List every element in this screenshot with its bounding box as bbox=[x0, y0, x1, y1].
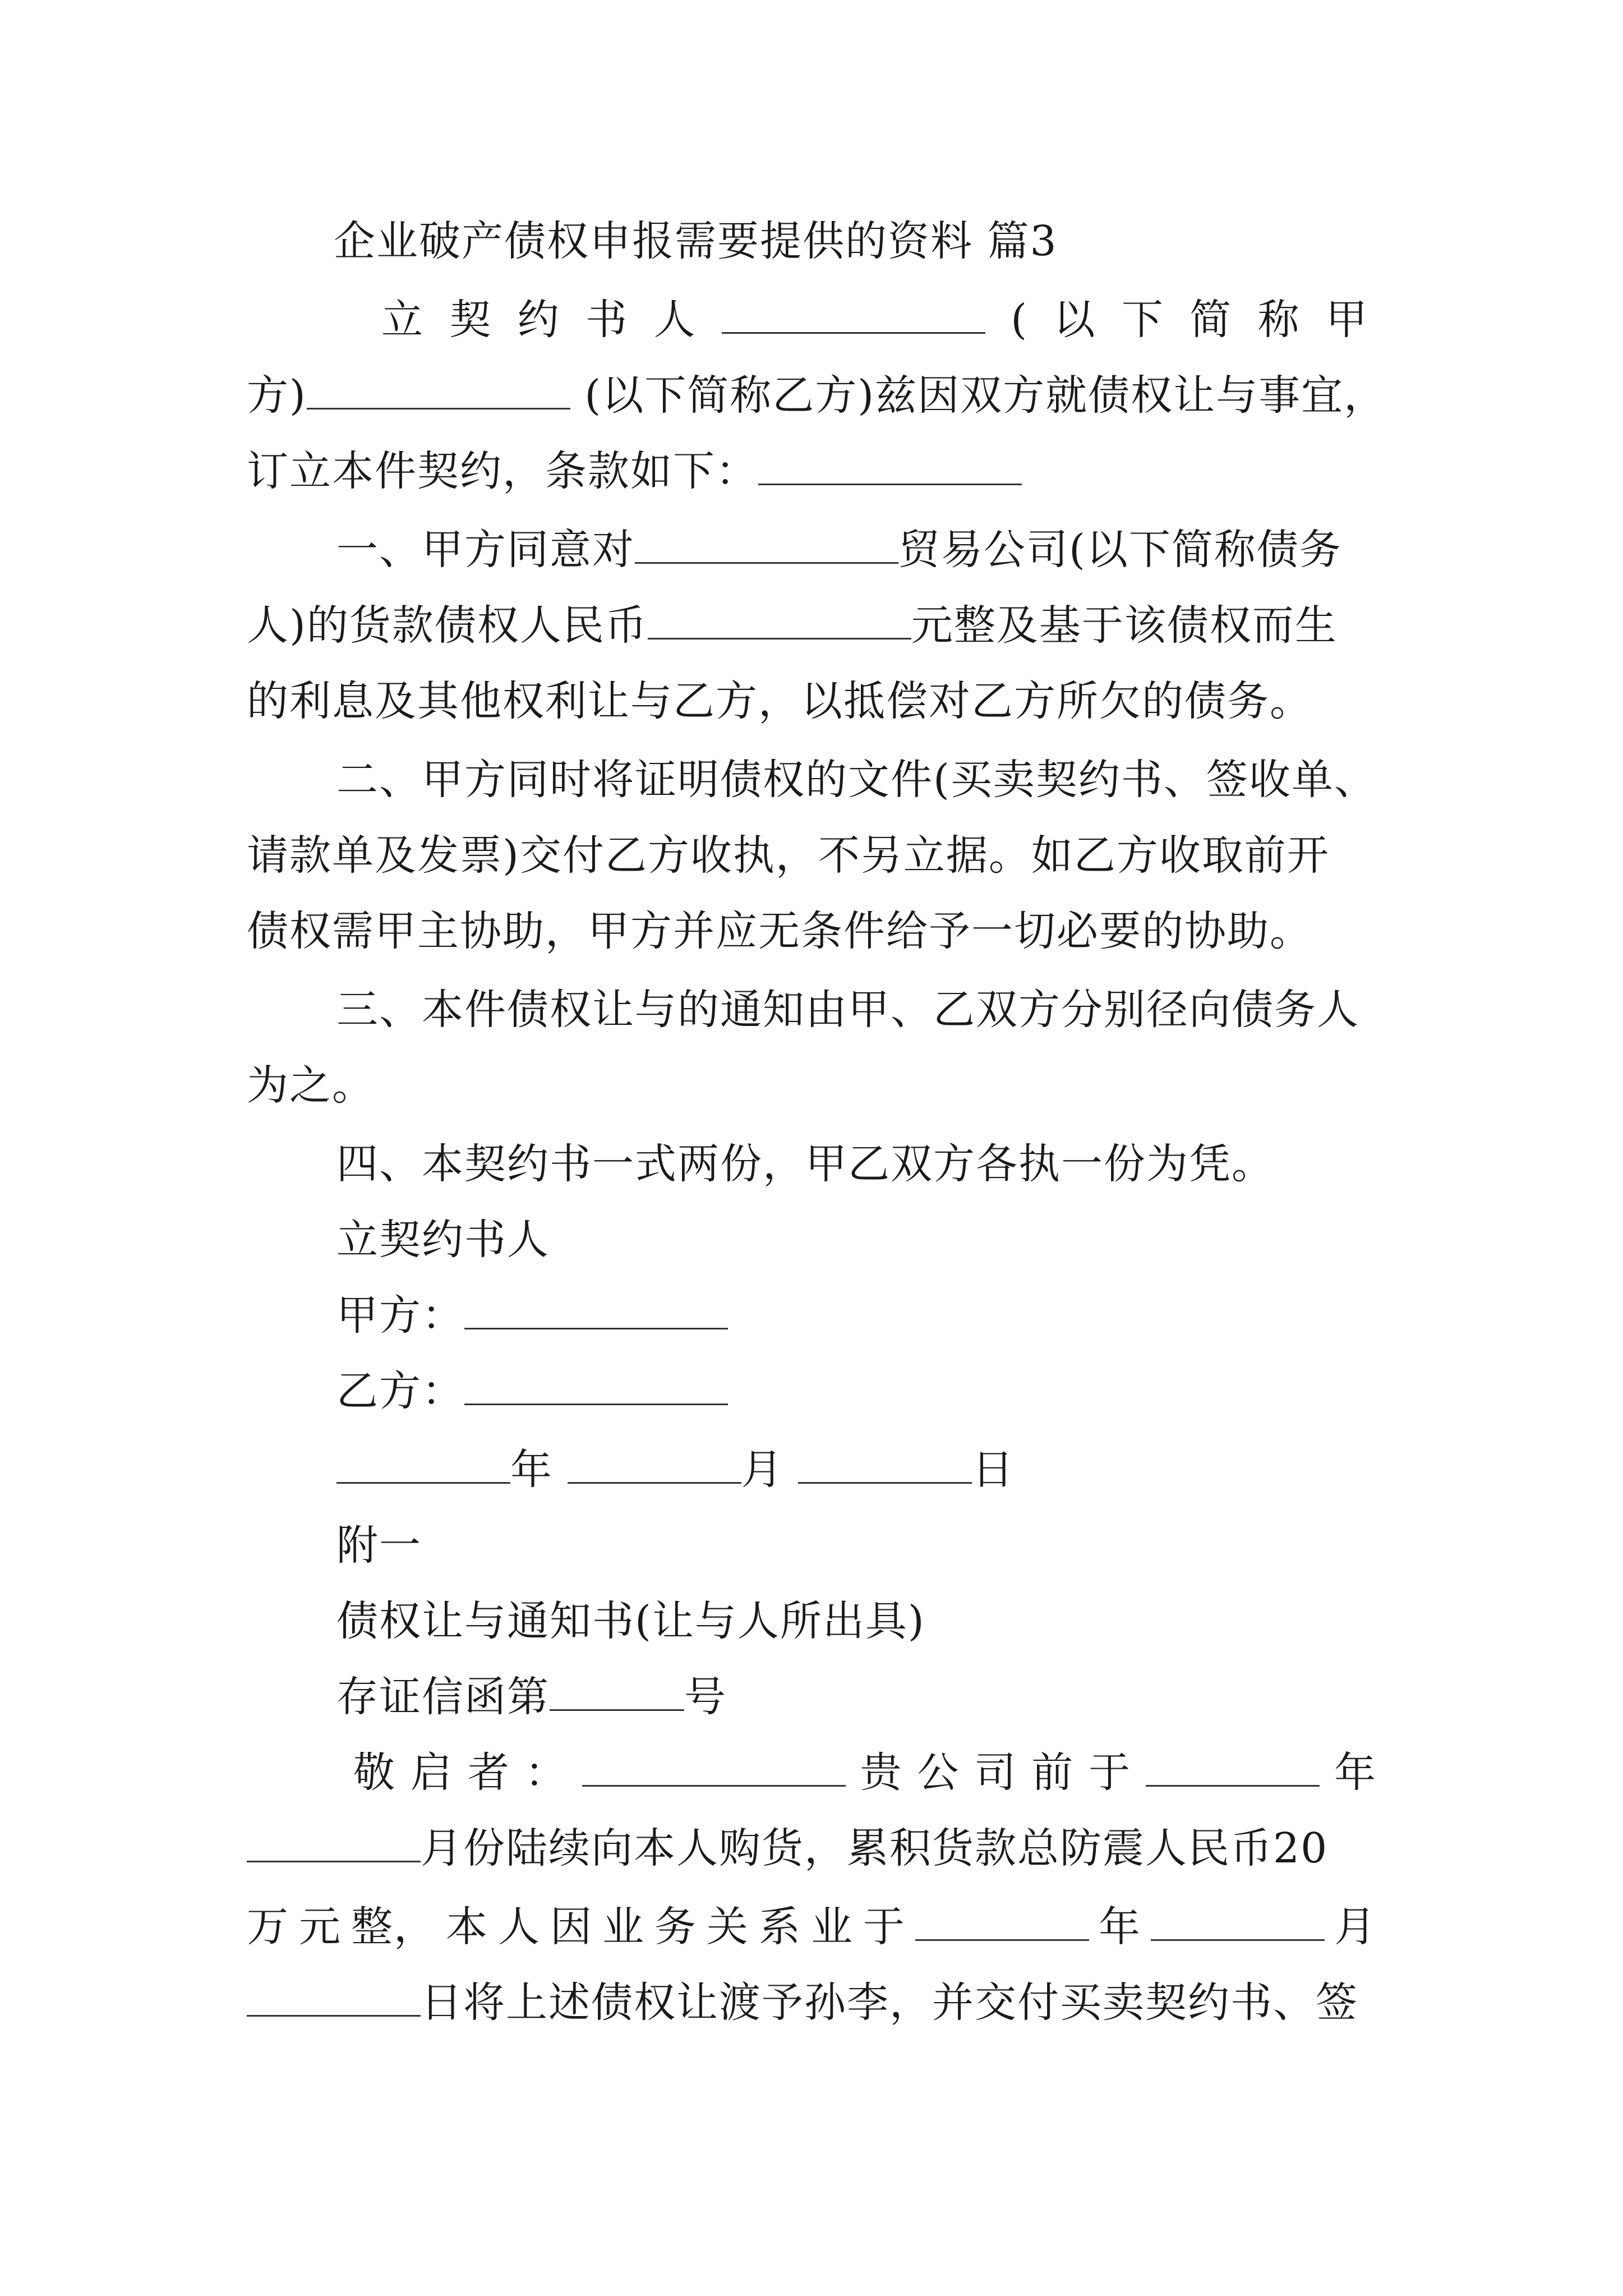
annex-reference bbox=[336, 1669, 727, 1725]
reference-suffix: 号 bbox=[684, 1673, 727, 1721]
month-blank bbox=[568, 1443, 741, 1484]
blank-field bbox=[1146, 1746, 1320, 1787]
party-b-blank bbox=[464, 1364, 728, 1405]
letter-line-4 bbox=[247, 1975, 1358, 2031]
letter-char: 敬 bbox=[353, 1749, 396, 1797]
party-b-line bbox=[336, 1363, 728, 1419]
letter-char: 于 bbox=[863, 1903, 906, 1951]
intro-char: 称 bbox=[1257, 296, 1301, 344]
clause-4: 四、本契约书一式两份，甲乙双方各执一份为凭。 bbox=[336, 1140, 1274, 1188]
blank-field bbox=[1151, 1900, 1325, 1941]
letter-text: 月份陆续向本人购货，累积货款总防震人民币20 bbox=[421, 1824, 1329, 1872]
clause-1-line-2 bbox=[247, 597, 1338, 654]
intro-line-3 bbox=[247, 443, 1022, 499]
letter-char: 元 bbox=[299, 1903, 342, 1951]
letter-char: 本 bbox=[446, 1903, 488, 1951]
letter-text: 日将上述债权让渡予孙李，并交付买卖契约书、签 bbox=[421, 1978, 1358, 2027]
blank-field bbox=[648, 599, 911, 639]
intro-text: (以下简称乙方)兹因双方就债权让与事宜， bbox=[584, 371, 1387, 420]
party-a-line bbox=[336, 1287, 728, 1343]
annex-title: 债权让与通知书(让与人所出具) bbox=[336, 1597, 925, 1645]
letter-char: 关 bbox=[707, 1903, 749, 1951]
blank-field bbox=[247, 1976, 421, 2017]
letter-char: 者 bbox=[467, 1749, 510, 1797]
blank-field bbox=[915, 1900, 1089, 1941]
annex-label: 附一 bbox=[336, 1521, 422, 1570]
letter-char: 人 bbox=[498, 1903, 541, 1951]
intro-char: 约 bbox=[517, 296, 560, 344]
clause-3-line-1: 三、本件债权让与的通知由甲、乙双方分别径向债务人 bbox=[336, 986, 1359, 1034]
letter-char: 因 bbox=[550, 1903, 593, 1951]
signers-heading: 立契约书人 bbox=[336, 1216, 550, 1264]
year-blank bbox=[336, 1443, 510, 1484]
intro-line-1 bbox=[381, 292, 1368, 348]
clause-1-line-1 bbox=[336, 522, 1342, 578]
letter-char: 贵 bbox=[860, 1749, 903, 1797]
clause-text: 人)的货款债权人民币 bbox=[247, 601, 648, 650]
letter-line-1 bbox=[353, 1745, 1377, 1801]
clause-text: 一、甲方同意对 bbox=[336, 526, 635, 574]
day-label: 日 bbox=[972, 1446, 1015, 1494]
clause-text: 元整及基于该债权而生 bbox=[911, 601, 1338, 650]
letter-line-2 bbox=[247, 1820, 1328, 1876]
blank-field bbox=[307, 369, 570, 409]
month-label: 月 bbox=[741, 1446, 784, 1494]
letter-char: 业 bbox=[811, 1903, 854, 1951]
party-b-label: 乙方： bbox=[336, 1367, 464, 1415]
blank-field bbox=[635, 523, 898, 564]
intro-char: 契 bbox=[449, 296, 492, 344]
intro-line-2 bbox=[247, 367, 1386, 424]
letter-char: 万 bbox=[247, 1903, 289, 1951]
letter-char: 前 bbox=[1031, 1749, 1075, 1797]
clause-1-line-3: 的利息及其他权利让与乙方，以抵偿对乙方所欠的债务。 bbox=[247, 677, 1312, 725]
clause-text: 贸易公司(以下简称债务 bbox=[898, 526, 1342, 574]
letter-char: 系 bbox=[759, 1903, 801, 1951]
intro-char: 人 bbox=[653, 296, 697, 344]
party-a-label: 甲方： bbox=[336, 1291, 464, 1340]
blank-field bbox=[582, 1746, 846, 1787]
letter-char: 月 bbox=[1334, 1903, 1377, 1951]
reference-blank bbox=[550, 1670, 684, 1711]
letter-char: 公 bbox=[917, 1749, 960, 1797]
letter-char: 年 bbox=[1334, 1749, 1377, 1797]
intro-char: ( bbox=[1011, 296, 1029, 344]
reference-label: 存证信函第 bbox=[336, 1673, 550, 1721]
intro-char: 书 bbox=[585, 296, 629, 344]
clause-2-line-1: 二、甲方同时将证明债权的文件(买卖契约书、签收单、 bbox=[336, 756, 1377, 804]
letter-char: 年 bbox=[1099, 1903, 1141, 1951]
blank-field bbox=[758, 444, 1022, 485]
blank-field bbox=[722, 293, 985, 334]
party-a-blank bbox=[464, 1289, 728, 1329]
blank-field bbox=[247, 1821, 421, 1862]
intro-text: 方) bbox=[247, 371, 307, 420]
clause-2-line-2: 请款单及发票)交付乙方收执，不另立据。如乙方收取前开 bbox=[247, 831, 1330, 880]
letter-line-3 bbox=[247, 1899, 1377, 1955]
year-label: 年 bbox=[510, 1446, 553, 1494]
document-title: 企业破产债权申报需要提供的资料 篇3 bbox=[334, 217, 1058, 265]
intro-char: 简 bbox=[1189, 296, 1233, 344]
intro-char: 甲 bbox=[1326, 296, 1368, 344]
intro-char: 立 bbox=[381, 296, 424, 344]
letter-char: ： bbox=[524, 1749, 568, 1797]
intro-char: 下 bbox=[1121, 296, 1164, 344]
letter-char: 于 bbox=[1089, 1749, 1132, 1797]
letter-char: 业 bbox=[602, 1903, 645, 1951]
intro-char: 以 bbox=[1053, 296, 1096, 344]
clause-3-line-2: 为之。 bbox=[247, 1061, 375, 1110]
letter-char: 启 bbox=[410, 1749, 453, 1797]
letter-char: 司 bbox=[974, 1749, 1017, 1797]
letter-char: 务 bbox=[654, 1903, 697, 1951]
intro-text: 订立本件契约，条款如下： bbox=[247, 447, 758, 495]
date-line bbox=[336, 1442, 1015, 1498]
day-blank bbox=[798, 1443, 972, 1484]
clause-2-line-3: 债权需甲主协助，甲方并应无条件给予一切必要的协助。 bbox=[247, 907, 1312, 955]
letter-char: 整， bbox=[351, 1903, 436, 1951]
